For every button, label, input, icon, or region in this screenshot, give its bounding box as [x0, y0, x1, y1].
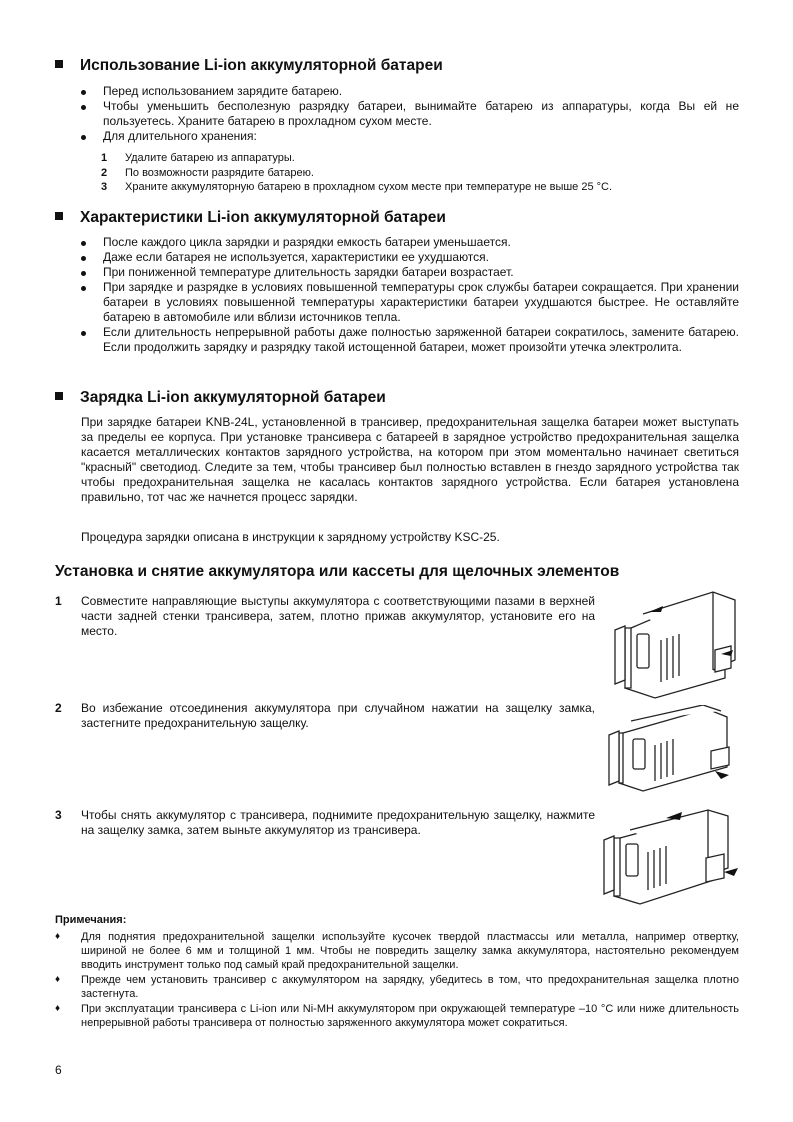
list-item: Для длительного хранения:: [81, 129, 739, 144]
list-item: Даже если батарея не используется, характеристики ее ухудшаются.: [81, 250, 739, 265]
list-item: После каждого цикла зарядки и разрядки емкость батареи уменьшается.: [81, 235, 739, 250]
step-text: По возможности разрядите батарею.: [125, 166, 314, 179]
step-number: 1: [55, 594, 62, 608]
note-item: ♦ При эксплуатации трансивера с Li-ion или Ni-MH аккумулятором при окружающей температуре –10 °C или ниже длительность непрерывной работы трансивера от полностью заряженного аккумулятора может сократиться.: [55, 1002, 739, 1030]
list-item: [101, 166, 721, 181]
step-text: Совместите направляющие выступы аккумулятора с соответствующими пазами в верхней части задней стенки трансивера, затем, плотно прижав аккумулятор, установите его на место.: [81, 594, 595, 638]
list-item: [101, 151, 721, 166]
note-item: ♦ Прежде чем установить трансивер с аккумулятором на зарядку, убедитесь в том, что предохранительная защелка плотно застегнута.: [55, 973, 739, 1001]
square-bullet-icon: [55, 392, 63, 400]
section-title-text: Использование Li-ion аккумуляторной батареи: [80, 57, 443, 74]
paragraph: При зарядке батареи KNB-24L, установленной в трансивер, предохранительная защелка батареи может выступать за пределы ее корпуса. При установке трансивера с батареей в зарядное устройство предохранительная защелка касается металлических контактов зарядного устройства, на котором при этом моментально начинает светиться "красный" светодиод. Следите за тем, чтобы трансивер был полностью вставлен в гнездо зарядного устройства так чтобы предохранительная защелка не касалась контактов зарядного устройства. Если батарея установлена правильно, тот час же начнется процесс зарядки.: [81, 415, 739, 504]
section-heading: [55, 389, 386, 407]
list-item: Чтобы уменьшить бесполезную разрядку батареи, вынимайте батарею из аппаратуры, когда Вы ей не пользуетесь. Храните батарею в прохладном сухом месте.: [81, 99, 739, 129]
bullet-list: [81, 84, 739, 144]
step-number: 1: [101, 152, 108, 164]
section-heading: Установка и снятие аккумулятора или кассеты для щелочных элементов: [55, 563, 620, 580]
step-text: Во избежание отсоединения аккумулятора при случайном нажатии на защелку замка, застегните предохранительную защелку.: [81, 701, 595, 730]
battery-attach-illustration: [603, 590, 743, 700]
step-text: Удалите батарею из аппаратуры.: [125, 152, 295, 164]
list-item: [101, 180, 721, 195]
battery-removal-illustration: [590, 808, 740, 908]
section-title-text: Характеристики Li-ion аккумуляторной батареи: [80, 209, 446, 226]
step-number: 2: [101, 166, 108, 179]
note-item: ♦ Для поднятия предохранительной защелки используйте кусочек твердой пластмассы или металла, например отвертку, шириной не более 6 мм и толщиной 1 мм. Чтобы не повредить защелку замка аккумулятора, настоятельно рекомендуем вводить инструмент только под самый край предохранительной защелки.: [55, 930, 739, 972]
bullet-list: [81, 235, 739, 355]
list-item: При зарядке и разрядке в условиях повышенной температуры срок службы батареи сокращается. При хранении батареи в условиях повышенной температуры характеристики батареи ухудшаются быстрее. Не оставляйте батарею в автомобиле или вблизи источников тепла.: [81, 280, 739, 325]
step-number: 3: [55, 808, 62, 822]
section-heading: [55, 209, 446, 227]
step-number: 2: [55, 701, 62, 715]
square-bullet-icon: [55, 212, 63, 220]
section-title-text: Зарядка Li-ion аккумуляторной батареи: [80, 389, 386, 406]
instruction-step: [55, 594, 595, 639]
section-heading: [55, 57, 443, 75]
paragraph: Процедура зарядки описана в инструкции к зарядному устройству KSC-25.: [81, 530, 500, 544]
step-text: Храните аккумуляторную батарею в прохладном сухом месте при температуре не выше 25 °C.: [125, 181, 613, 193]
step-number: 3: [101, 181, 108, 193]
notes-heading: Примечания:: [55, 914, 127, 926]
step-text: Чтобы снять аккумулятор с трансивера, поднимите предохранительную защелку, нажмите на защелку замка, затем выньте аккумулятор из трансивера.: [81, 808, 595, 837]
instruction-step: [55, 701, 595, 731]
list-item: Если длительность непрерывной работы даже полностью заряженной батареи сократилось, замените батарею. Если продолжить зарядку и разрядку такой истощенной батареи, может произойти утечка электролита.: [81, 325, 739, 355]
notes-list: [55, 930, 739, 1031]
square-bullet-icon: [55, 60, 63, 68]
instruction-step: [55, 808, 595, 838]
list-item: Перед использованием зарядите батарею.: [81, 84, 739, 99]
numbered-list: [101, 151, 721, 195]
page-number: 6: [55, 1063, 62, 1077]
list-item: При пониженной температуре длительность зарядки батареи возрастает.: [81, 265, 739, 280]
safety-latch-illustration: [603, 705, 743, 795]
